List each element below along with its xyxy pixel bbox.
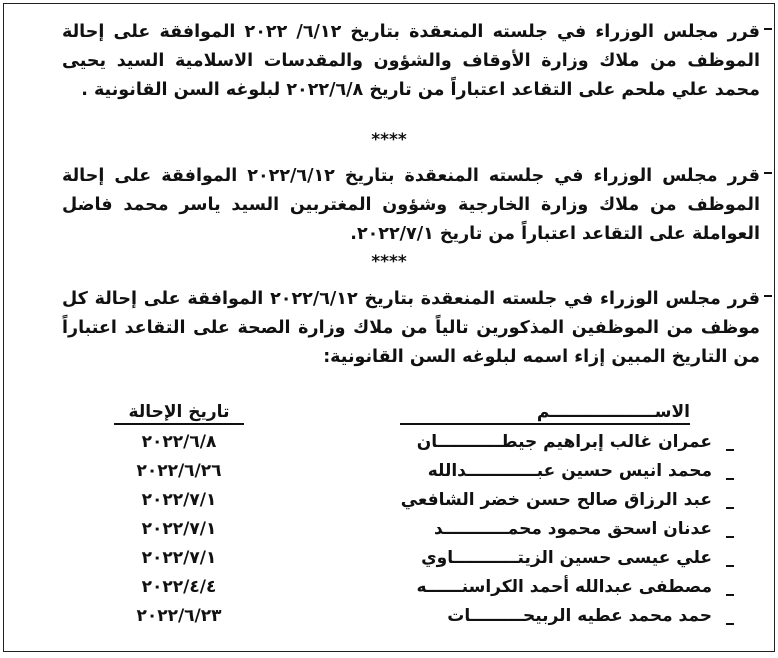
retiree-name: عدنان اسحق محمود محمـــــــــــد	[433, 519, 712, 539]
bullet-dash	[764, 28, 772, 30]
bullet-dash	[764, 172, 772, 174]
row-dash	[726, 594, 734, 596]
document-page	[3, 3, 775, 652]
paragraph-2	[62, 162, 760, 249]
retiree-name: حمد محمد عطيه الربيحـــــــــات	[447, 606, 712, 626]
table-row	[104, 461, 734, 491]
retirement-date: ٢٠٢٢/٦/٢٦	[136, 461, 222, 481]
row-dash	[726, 478, 734, 480]
retirement-date: ٢٠٢٢/٧/١	[141, 548, 217, 568]
table-row	[104, 606, 734, 636]
paragraph-3	[62, 285, 760, 372]
retiree-name: عبد الرزاق صالح حسن خضر الشافعي	[400, 490, 712, 510]
retiree-name: مصطفى عبدالله أحمد الكراسنــــــه	[416, 577, 712, 597]
row-dash	[726, 507, 734, 509]
table-row	[104, 490, 734, 520]
paragraph-1	[62, 18, 760, 105]
paragraph-text: قرر مجلس الوزراء في جلسته المنعقدة بتاريخ ٢٠٢٢/٦/١٢ الموافقة على إحالة كل موظف من الموظفين المذكورين تالياً من ملاك وزارة الصحة على التقاعد اعتباراً من التاريخ المبين إزاء اسمه لبلوغه السن القانونية:	[62, 289, 760, 367]
row-dash	[726, 536, 734, 538]
retiree-name: عمران غالب إبراهيم جيطـــــــــــان	[416, 432, 712, 452]
bullet-dash	[764, 295, 772, 297]
retirement-date: ٢٠٢٢/٧/١	[141, 490, 217, 510]
table-row	[104, 519, 734, 549]
separator-1: ****	[371, 130, 407, 150]
name-column-header: الاســــــــــــــــــم	[400, 402, 690, 425]
paragraph-text: قرر مجلس الوزراء في جلسته المنعقدة بتاريخ ٢٠٢٢/٦/١٢ الموافقة على إحالة الموظف من ملاك وزارة الخارجية وشؤون المغتربين السيد ياسر محمد فاضل العواملة على التقاعد اعتباراً من تاريخ ٢٠٢٢/٧/١.	[62, 166, 760, 244]
row-dash	[726, 565, 734, 567]
retiree-name: علي عيسى حسين الزيتـــــــــــاوي	[421, 548, 712, 568]
table-row	[104, 577, 734, 607]
row-dash	[726, 449, 734, 451]
retirement-date: ٢٠٢٢/٤/٤	[141, 577, 217, 597]
paragraph-text: قرر مجلس الوزراء في جلسته المنعقدة بتاريخ ٦/١٢/ ٢٠٢٢ الموافقة على إحالة الموظف من ملاك وزارة الأوقاف والشؤون والمقدسات الاسلامية السيد يحيى محمد علي ملحم على التقاعد اعتباراً من تاريخ ٢٠٢٢/٦/٨ لبلوغه السن القانونية .	[62, 22, 761, 100]
row-dash	[726, 623, 734, 625]
retirement-date: ٢٠٢٢/٦/٢٣	[136, 606, 222, 626]
retirement-date: ٢٠٢٢/٧/١	[141, 519, 217, 539]
separator-2: ****	[371, 252, 407, 272]
date-column-header: تاريخ الإحالة	[114, 402, 244, 425]
table-row	[104, 432, 734, 462]
table-row	[104, 548, 734, 578]
retiree-name: محمد انيس حسين عبــــــــــــدالله	[427, 461, 712, 481]
retirement-date: ٢٠٢٢/٦/٨	[141, 432, 217, 452]
